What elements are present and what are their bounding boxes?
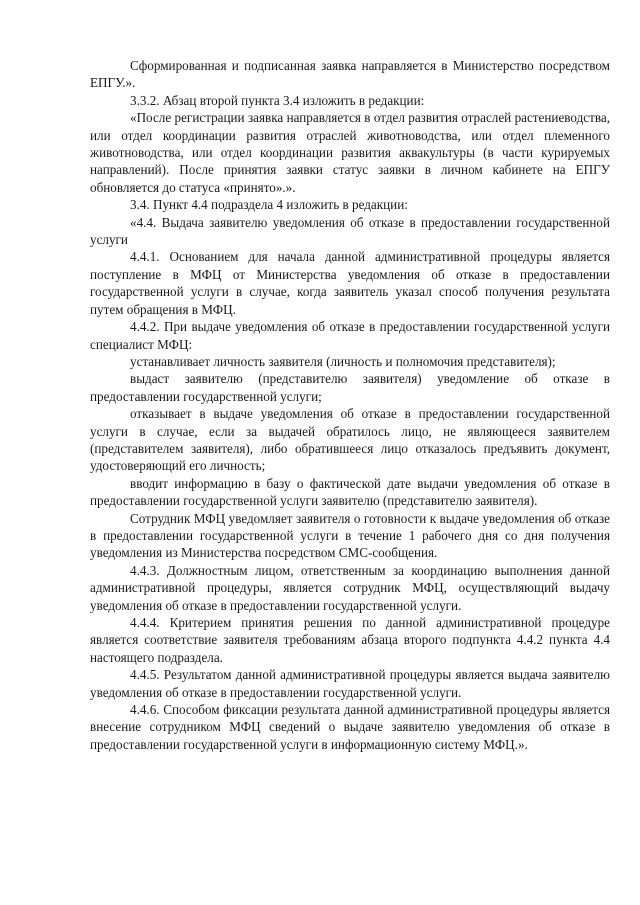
paragraph-4-4-heading: «4.4. Выдача заявителю уведомления об отказе в предоставлении государственной услуги [90,214,610,248]
paragraph-3-4: 3.4. Пункт 4.4 подраздела 4 изложить в редакции: [130,197,408,213]
paragraph-4-4-2: 4.4.2. При выдаче уведомления об отказе в предоставлении государственной услуги специалист МФЦ: [90,319,610,352]
paragraph-4-4-5: 4.4.5. Результатом данной административной процедуры является выдача заявителю уведомления об отказе в предоставлении государственной услуги. [90,667,610,700]
document-page [90,57,610,753]
paragraph-refusal: отказывает в выдаче уведомления об отказе в предоставлении государственной услуги в случае, если за выдачей обратилось лицо, не являющееся заявителем (представителем заявителя), либо обратившееся лицо отказалось предъявить документ, удостоверяющий его личность; [90,406,610,474]
paragraph-database: вводит информацию в базу о фактической дате выдачи уведомления об отказе в предоставлении государственной услуги заявителю (представителю заявителя). [90,475,610,509]
paragraph-3-3-2: 3.3.2. Абзац второй пункта 3.4 изложить в редакции: [130,92,425,108]
paragraph-identity: устанавливает личность заявителя (личность и полномочия представителя); [130,353,556,369]
paragraph-4-4-4: 4.4.4. Критерием принятия решения по данной административной процедуре является соответствие заявителя требованиям абзаца второго подпункта 4.4.2 пункта 4.4 настоящего подраздела. [90,615,610,665]
paragraph-4-4-3: 4.4.3. Должностным лицом, ответственным за координацию выполнения данной административной процедуры, является сотрудник МФЦ, осуществляющий выдачу уведомления об отказе в предоставлении государственной услуги. [90,562,610,613]
paragraph-submission: Сформированная и подписанная заявка направляется в Министерство посредством ЕПГУ.». [90,58,610,91]
paragraph-notification: Сотрудник МФЦ уведомляет заявителя о готовности к выдаче уведомления об отказе в предоставлении государственной услуги в течение 1 рабочего дня со дня получения уведомления из Министерства посредством СМС-сообщения. [90,510,610,561]
paragraph-4-4-1: 4.4.1. Основанием для начала данной административной процедуры является поступление в МФЦ от Министерства уведомления об отказе в предоставлении государственной услуги в случае, когда заявитель указал способ получения результата путем обращения в МФЦ. [90,249,610,317]
paragraph-4-4-6: 4.4.6. Способом фиксации результата данной административной процедуры является внесение сотрудником МФЦ сведений о выдаче заявителю уведомления об отказе в предоставлении государственной услуги в информационную систему МФЦ.». [90,702,610,752]
paragraph-issue: выдаст заявителю (представителю заявителя) уведомление об отказе в предоставлении государственной услуги; [90,371,610,404]
paragraph-registration: «После регистрации заявка направляется в отдел развития отраслей растениеводства, или отдел координации развития отраслей животноводства, или отдел племенного животноводства, или отдел координации развития аквакультуры (в части курируемых направлений). После принятия заявки статус заявки в личном кабинете на ЕПГУ обновляется до статуса «принято».». [90,110,610,195]
